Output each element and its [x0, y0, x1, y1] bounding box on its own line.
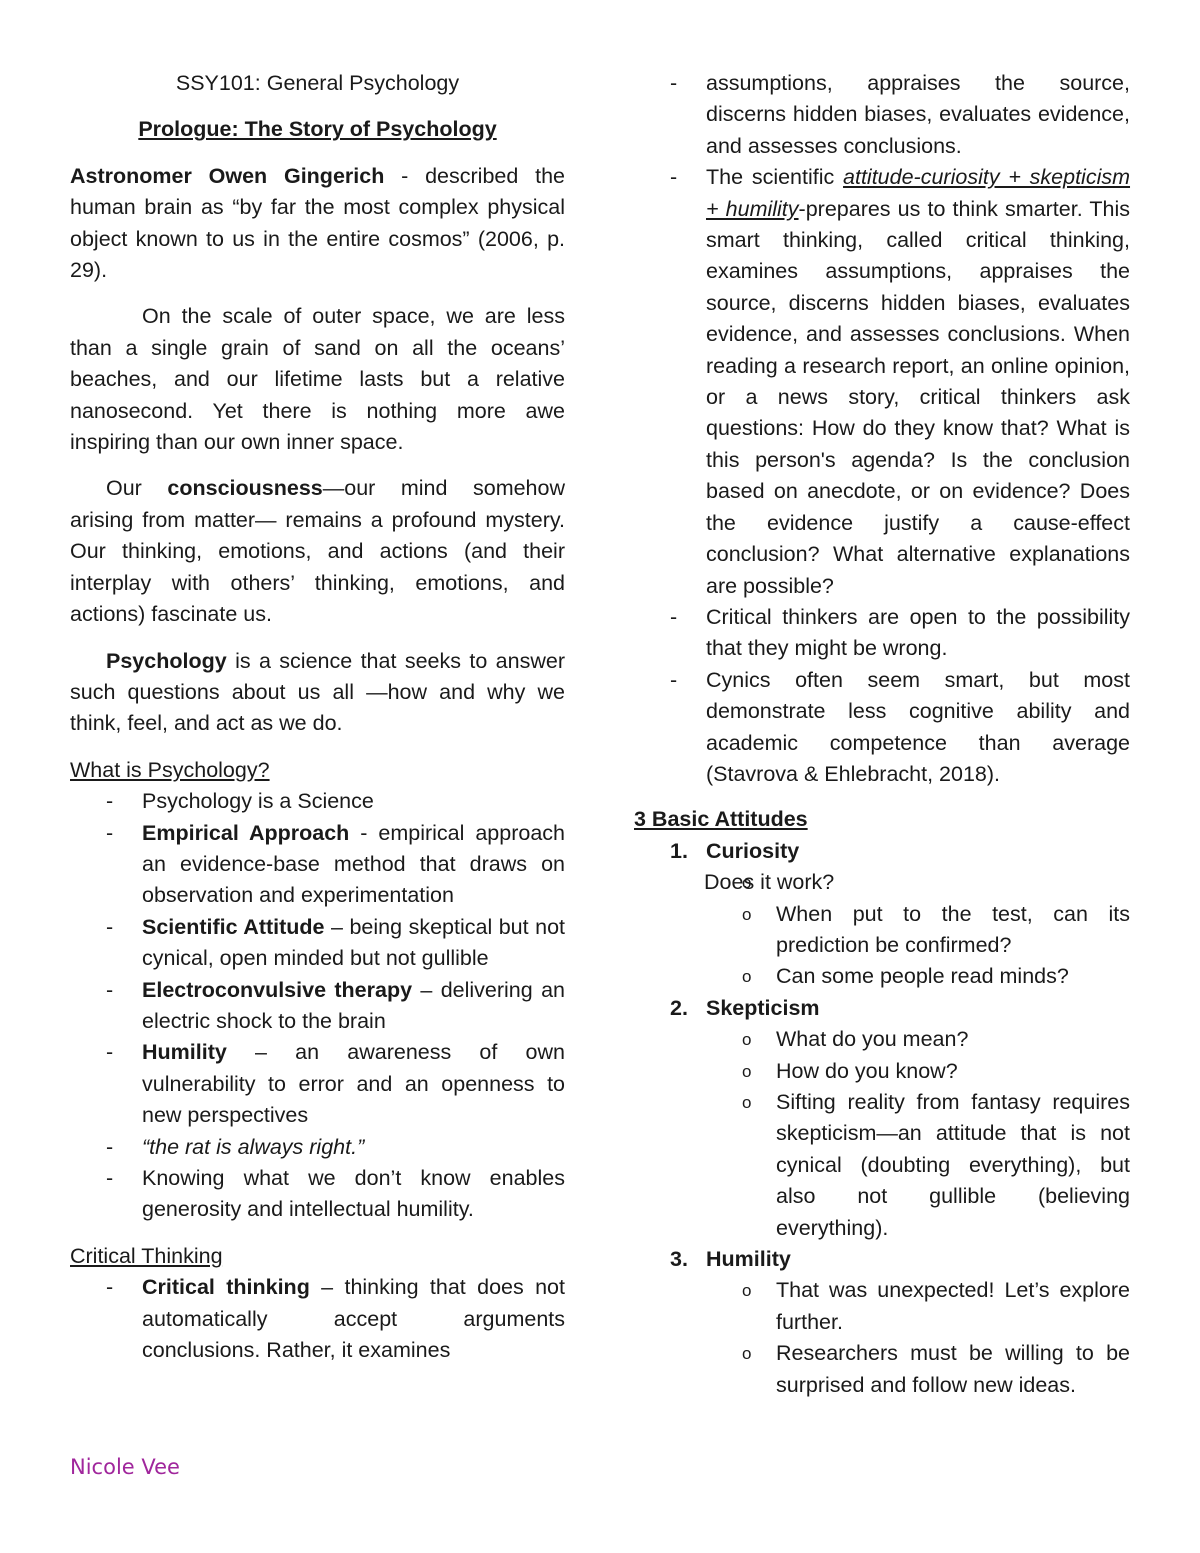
- item-text: Psychology is a Science: [142, 789, 374, 814]
- sub-item: o When put to the test, can its prediction be confirmed?: [634, 899, 1130, 962]
- right-column: [634, 68, 1130, 1401]
- list-item: [70, 1037, 565, 1131]
- list-item: [70, 1132, 565, 1163]
- attitude-questions: [634, 867, 1130, 993]
- attitude-questions: [634, 1275, 1130, 1401]
- paragraph-outer-space: On the scale of outer space, we are less than a single grain of sand on all the oceans’ beaches, and our lifetime lasts but a relative nanosecond. Yet there is nothing more awe inspiring than our own inner space.: [70, 304, 565, 455]
- item-text: – being skeptical but not cynical, open minded but not gullible: [142, 914, 565, 971]
- open-thinkers-text: Critical thinkers are open to the possibility that they might be wrong.: [706, 604, 1130, 661]
- attitude-item: [634, 836, 1130, 993]
- list-item: [70, 912, 565, 975]
- author-footer: Nicole Vee: [70, 1455, 180, 1479]
- sub-item: o Sifting reality from fantasy requires skepticism—an attitude that is not cynical (doubting everything), but also not gullible (believing everything).: [634, 1087, 1130, 1244]
- scientific-attitude-emphasis: attitude-curiosity + skepticism + humility: [706, 165, 1131, 221]
- item-term: Electroconvulsive therapy: [142, 977, 413, 1002]
- attitude-title: Skepticism: [706, 995, 820, 1020]
- sub-item: o What do you mean?: [634, 1024, 1130, 1055]
- item-text: Knowing what we don’t know enables generosity and intellectual humility.: [142, 1166, 565, 1222]
- attitude-number: 1.: [670, 838, 688, 863]
- attitude-title: Humility: [706, 1247, 791, 1272]
- critical-thinking-heading: Critical Thinking: [70, 1243, 223, 1268]
- item-term: Scientific Attitude: [142, 914, 325, 939]
- attitude-questions: [634, 1024, 1130, 1244]
- attitudes-list: [634, 836, 1130, 1401]
- item-term: Humility: [142, 1040, 227, 1065]
- critical-thinking-term: Critical thinking: [142, 1275, 310, 1300]
- item-text: – an awareness of own vulnerability to error and an openness to new perspectives: [142, 1040, 565, 1128]
- sub-item: o Researchers must be willing to be surprised and follow new ideas.: [634, 1338, 1130, 1401]
- list-item: [634, 665, 1130, 791]
- consciousness-lead: Our: [106, 476, 168, 501]
- list-item: [634, 602, 1130, 665]
- paragraph-psychology: [70, 646, 565, 740]
- sub-item: o Can some people read minds?: [634, 961, 1130, 992]
- sub-item: o Does it work?: [634, 867, 1130, 898]
- item-term: Empirical Approach: [142, 820, 350, 845]
- consciousness-text: —our mind somehow arising from matter— remains a profound mystery. Our thinking, emotions, and actions (and their interplay with others’ thinking, emotions, and actions) fascinate us.: [70, 476, 565, 627]
- sub-item: o That was unexpected! Let’s explore further.: [634, 1275, 1130, 1338]
- critical-thinking-continued: [634, 68, 1130, 790]
- what-is-psychology-heading: What is Psychology?: [70, 757, 270, 782]
- scientific-lead: The scientific: [706, 165, 844, 190]
- cynics-text: Cynics often seem smart, but most demonstrate less cognitive ability and academic competence than average (Stavrova & Ehlebracht, 2018).: [706, 667, 1130, 786]
- item-text: - empirical approach an evidence-base method that draws on observation and experimentation: [142, 820, 565, 908]
- consciousness-term: consciousness: [167, 476, 323, 501]
- list-item: [70, 975, 565, 1038]
- gingerich-name: Astronomer Owen Gingerich: [70, 163, 385, 188]
- list-item: [70, 786, 565, 817]
- sub-item: o How do you know?: [634, 1056, 1130, 1087]
- list-item: [70, 818, 565, 912]
- rat-quote: “the rat is always right.”: [142, 1134, 365, 1159]
- left-column: [70, 68, 565, 1366]
- paragraph-consciousness: [70, 473, 565, 630]
- continuation-body: assumptions, appraises the source, discerns hidden biases, evaluates evidence, and assesses conclusions.: [706, 71, 1130, 158]
- item-text: – delivering an electric shock to the brain: [142, 977, 565, 1033]
- attitude-item: [634, 1244, 1130, 1401]
- attitude-number: 3.: [670, 1247, 688, 1272]
- psychology-term: Psychology: [106, 648, 227, 673]
- basic-attitudes-heading: 3 Basic Attitudes: [634, 807, 808, 832]
- gingerich-text: - described the human brain as “by far the most complex physical object known to us in the entire cosmos” (2006, p. 29).: [70, 163, 565, 283]
- continuation-text: [634, 68, 1130, 162]
- attitude-number: 2.: [670, 995, 688, 1020]
- scientific-text: -prepares us to think smarter. This smart thinking, called critical thinking, examines assumptions, appraises the source, discerns hidden biases, evaluates evidence, and assesses conclusions. When reading a research report, an online opinion, or a news story, critical thinkers ask questions: How do they know that? What is this person's agenda? Is the conclusion based on anecdote, or on evidence? Does the evidence justify a cause-effect conclusion? What alternative explanations are possible?: [706, 196, 1130, 598]
- course-title: SSY101: General Psychology: [175, 71, 460, 95]
- list-item: [634, 162, 1130, 602]
- list-item: [70, 1272, 565, 1366]
- attitude-title: Curiosity: [706, 838, 800, 863]
- prologue-title: Prologue: The Story of Psychology: [138, 117, 497, 142]
- paragraph-gingerich: [70, 161, 565, 287]
- critical-thinking-list: [70, 1272, 565, 1366]
- psychology-text: is a science that seeks to answer such questions about us all —how and why we think, feel, and act as we do.: [70, 648, 565, 736]
- list-item: [70, 1163, 565, 1226]
- critical-thinking-text: – thinking that does not automatically accept arguments conclusions. Rather, it examines: [142, 1275, 565, 1363]
- attitude-item: [634, 993, 1130, 1244]
- what-is-list: [70, 786, 565, 1226]
